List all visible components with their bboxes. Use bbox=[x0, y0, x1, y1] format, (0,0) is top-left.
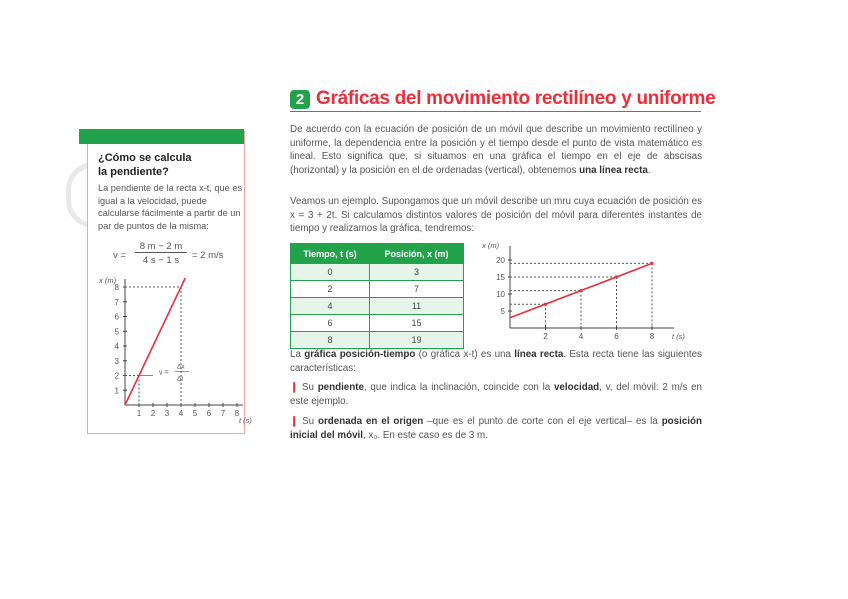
formula-numerator: 8 m − 2 m bbox=[135, 241, 187, 253]
intro-emphasis: una línea recta bbox=[579, 164, 648, 176]
sidebar-title-line1: ¿Cómo se calcula bbox=[98, 152, 192, 164]
formula-denominator: 4 s − 1 s bbox=[142, 255, 180, 266]
data-point bbox=[579, 289, 582, 292]
bullet-text: , que indica la inclinación, coincide con la bbox=[363, 382, 554, 393]
table-cell: 3 bbox=[370, 264, 464, 281]
y-tick-label: 7 bbox=[114, 297, 119, 307]
slope-label: v = bbox=[159, 369, 169, 377]
table-cell: 2 bbox=[291, 281, 370, 298]
table-row bbox=[291, 264, 464, 281]
table-header-row bbox=[291, 244, 464, 264]
x-tick-label: 7 bbox=[220, 409, 226, 418]
bullet-text: Su bbox=[302, 416, 318, 427]
sidebar-title-line2: la pendiente? bbox=[98, 166, 169, 178]
table-row bbox=[291, 281, 464, 298]
graph-text: La bbox=[290, 349, 305, 360]
y-tick-label: 2 bbox=[114, 371, 119, 381]
paragraph-intro bbox=[290, 123, 702, 177]
slope-formula bbox=[113, 241, 243, 271]
x-tick-label: 5 bbox=[192, 409, 198, 418]
x-tick-label: 6 bbox=[206, 409, 212, 418]
left-position-time-chart bbox=[97, 270, 252, 430]
table-cell: 8 bbox=[291, 332, 370, 349]
y-axis-label: x (m) bbox=[99, 276, 117, 285]
bullet-marker: ❙ bbox=[290, 382, 299, 393]
table-cell: 7 bbox=[370, 281, 464, 298]
y-tick-label: 1 bbox=[114, 386, 119, 396]
bullet-emphasis: pendiente bbox=[317, 382, 364, 393]
graph-emphasis: gráfica posición-tiempo bbox=[304, 349, 416, 360]
table-header-time: Tiempo, t (s) bbox=[291, 244, 370, 264]
table-cell: 6 bbox=[291, 315, 370, 332]
section-title: Gráficas del movimiento rectilíneo y uniforme bbox=[316, 88, 716, 109]
bullet-text: , x₀. En este caso es de 3 m. bbox=[362, 429, 488, 441]
y-axis-label: x (m) bbox=[482, 241, 500, 250]
graph-text: (o gráfica x-t) es una bbox=[415, 349, 515, 360]
bullet-emphasis: posición inicial del móvil bbox=[290, 416, 702, 441]
sidebar-text: La pendiente de la recta x-t, que es igual a la velocidad, puede calcularse fácilmente a partir de un par de puntos de la misma: bbox=[98, 183, 243, 231]
bullet-text: , v, del móvil: 2 m/s en este ejemplo. bbox=[290, 382, 702, 407]
paragraph-graph bbox=[290, 348, 702, 375]
sidebar-title bbox=[98, 151, 238, 179]
table-cell: 11 bbox=[370, 298, 464, 315]
y-tick-label: 6 bbox=[114, 312, 119, 322]
delta-t-label: Δt bbox=[177, 375, 184, 383]
right-position-time-chart bbox=[478, 238, 703, 348]
y-tick-label: 20 bbox=[496, 256, 505, 265]
y-tick-label: 10 bbox=[496, 290, 505, 299]
x-axis-label: t (s) bbox=[672, 332, 685, 341]
table-cell: 0 bbox=[291, 264, 370, 281]
table-row bbox=[291, 315, 464, 332]
bullet-text: –que es el punto de corte con el eje vertical– es la bbox=[423, 416, 662, 427]
x-tick-label: 1 bbox=[136, 409, 142, 418]
table-cell: 4 bbox=[291, 298, 370, 315]
bullet-marker: ❙ bbox=[290, 416, 299, 427]
bullet-intercept bbox=[290, 415, 702, 442]
table-header-position: Posición, x (m) bbox=[370, 244, 464, 264]
y-tick-label: 15 bbox=[496, 273, 505, 282]
y-tick-label: 3 bbox=[114, 356, 119, 366]
sidebar-green-header bbox=[79, 129, 244, 144]
bullet-text: Su bbox=[301, 382, 318, 393]
formula-lhs: v = bbox=[113, 250, 126, 261]
y-tick-label: 8 bbox=[114, 283, 119, 292]
x-tick-label: 4 bbox=[578, 332, 584, 341]
title-underline bbox=[290, 111, 701, 112]
x-axis-label: t (s) bbox=[239, 416, 252, 425]
bullet-emphasis: ordenada en el origen bbox=[317, 416, 424, 427]
delta-x-label: Δx bbox=[177, 363, 185, 371]
x-tick-label: 6 bbox=[614, 332, 619, 341]
x-tick-label: 2 bbox=[150, 409, 156, 418]
x-tick-label: 8 bbox=[649, 332, 655, 341]
position-time-table bbox=[290, 243, 464, 349]
series-line bbox=[125, 278, 185, 405]
formula-rhs: = 2 m/s bbox=[192, 250, 224, 261]
x-tick-label: 4 bbox=[178, 409, 184, 418]
intro-end: . bbox=[647, 164, 651, 176]
paragraph-example: Veamos un ejemplo. Supongamos que un móvil describe un mru cuya ecuación de posición es x = 3 + 2t. Si calculamos distintos valores de posición del móvil para diferentes instantes de tiempo y realizamos la gráfica, tendremos: bbox=[290, 196, 702, 234]
x-tick-label: 8 bbox=[234, 409, 240, 418]
section-number-badge: 2 bbox=[290, 90, 310, 109]
x-tick-label: 2 bbox=[543, 332, 548, 341]
graph-text: . Esta recta tiene las siguientes características: bbox=[290, 349, 702, 374]
table-row bbox=[291, 298, 464, 315]
x-tick-label: 3 bbox=[164, 409, 170, 418]
data-point bbox=[650, 262, 653, 265]
intro-text: De acuerdo con la ecuación de posición de un móvil que describe un movimiento rectilíneo y uniforme, la dependencia entre la posición y el tiempo desde el punto de vista matemático es lineal. Esto significa que, si situamos en una gráfica el tiempo en el eje de abscisas (horizontal) y la posición en el de ordenadas (vertical), obtenemos bbox=[290, 124, 702, 176]
y-tick-label: 4 bbox=[114, 342, 119, 351]
y-tick-label: 5 bbox=[114, 327, 119, 337]
table-row bbox=[291, 332, 464, 349]
bullet-slope bbox=[290, 381, 702, 408]
graph-emphasis: línea recta bbox=[514, 349, 564, 360]
bullet-emphasis: velocidad bbox=[553, 382, 600, 393]
data-point bbox=[544, 303, 547, 306]
data-point bbox=[615, 275, 618, 278]
y-tick-label: 5 bbox=[500, 307, 505, 316]
table-cell: 15 bbox=[370, 315, 464, 332]
table-cell: 19 bbox=[370, 332, 464, 349]
